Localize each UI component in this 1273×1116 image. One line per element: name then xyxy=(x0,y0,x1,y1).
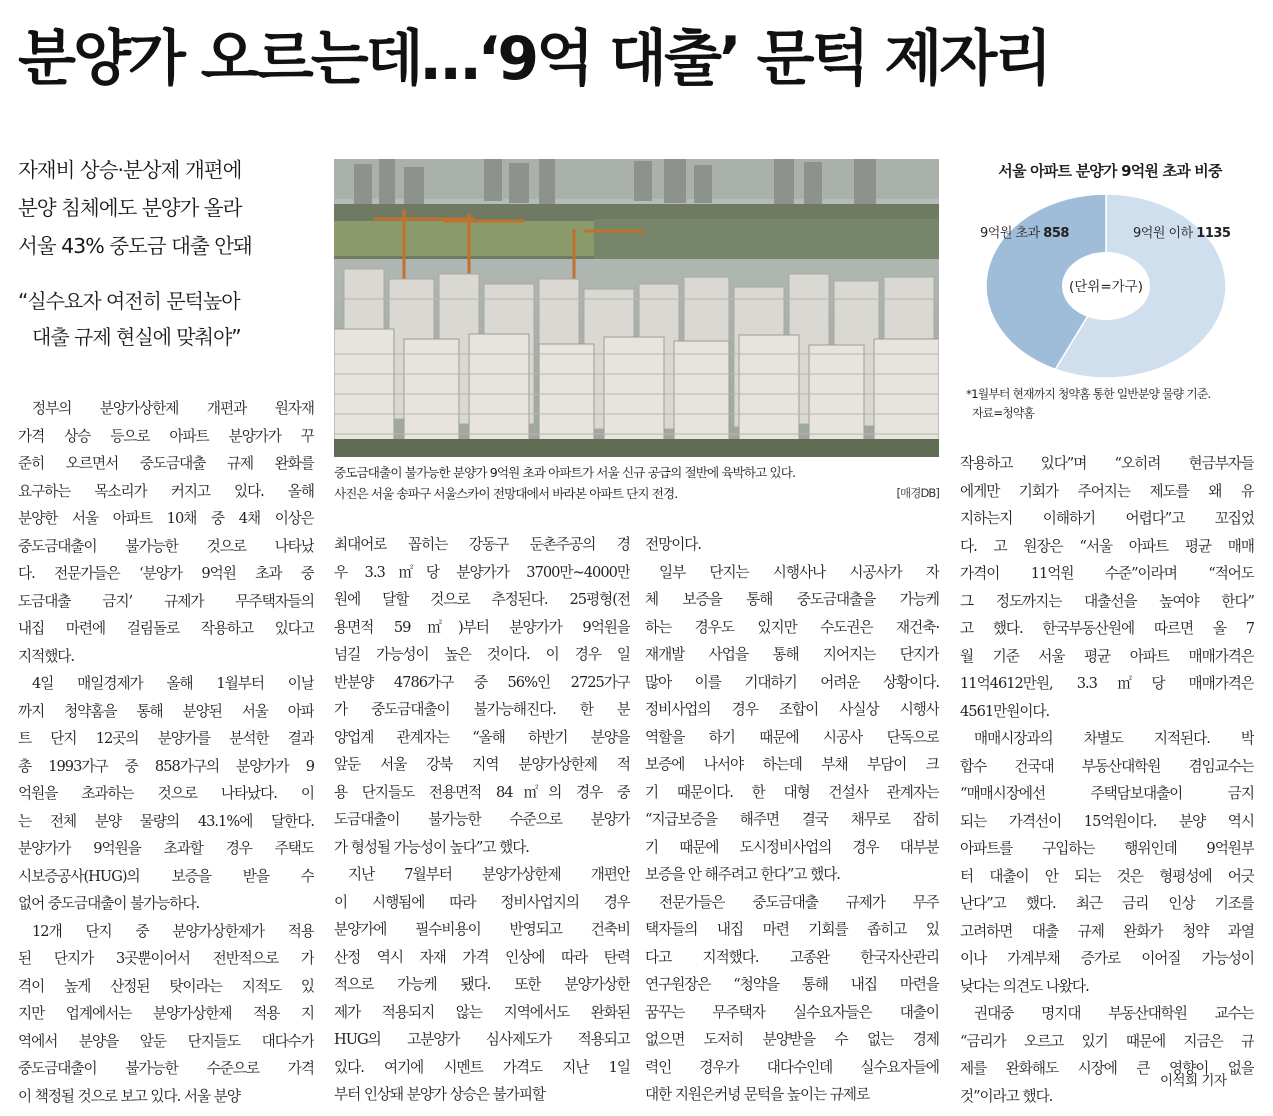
article-line: 력인 경우가 대다수인데 실수요자들에 xyxy=(645,1058,939,1076)
article-line: 지하는지 이해하기 어렵다”고 꼬집었 xyxy=(960,510,1254,527)
article-line: 많아 이를 기대하기 어려운 상황이다. xyxy=(645,673,939,691)
chart-note: *1월부터 현재까지 청약홈 통한 일반분양 물량 기준. xyxy=(966,387,1211,401)
article-line: 이 책정될 것으로 보고 있다. 서울 분양 xyxy=(18,1087,240,1105)
article-line: 다고 지적했다. 고종완 한국자산관리 xyxy=(645,948,939,966)
slice-label-over: 9억원 초과 858 xyxy=(980,226,1069,241)
article-line: 는 전체 분양 물량의 43.1%에 달한다. xyxy=(18,812,314,830)
photo-caption-line: 중도금대출이 불가능한 분양가 9억원 초과 아파트가 서울 신규 공급의 절반에 육박하고 있다. xyxy=(334,465,796,480)
article-line: 도금대출 금지’ 규제가 무주택자들의 xyxy=(18,592,314,610)
pull-quote-line: “실수요자 여전히 문턱높아 xyxy=(18,289,240,313)
article-line: “금리가 오르고 있기 때문에 지금은 규 xyxy=(960,1032,1254,1050)
article-line: 고 했다. 한국부동산원에 따르면 올 7 xyxy=(960,620,1254,637)
article-line: 중도금대출이 불가능한 것으로 나타났 xyxy=(18,537,314,555)
article-line: 최대어로 꼽히는 강동구 둔촌주공의 경 xyxy=(334,536,630,553)
article-line: 매매시장과의 차별도 지적된다. 박 xyxy=(974,730,1254,747)
article-line: 지만 업계에서는 분양가상한제 적용 지 xyxy=(18,1005,314,1022)
article-line: 기 때문이다. 한 대형 건설사 관계자는 xyxy=(645,783,939,801)
headline: 분양가 오르는데…‘9억 대출’ 문턱 제자리 xyxy=(18,24,1050,94)
article-line: 제가 적용되지 않는 지역에서도 완화된 xyxy=(334,1003,630,1021)
article-line: 부터 인상돼 분양가 상승은 불가피할 xyxy=(334,1086,546,1103)
article-line: 용면적 59㎡)부터 분양가가 9억원을 xyxy=(334,618,630,636)
article-line: 총 1993가구 중 858가구의 분양가가 9 xyxy=(18,757,314,775)
article-line: 가격이 11억원 수준”이라며 “적어도 xyxy=(960,565,1254,582)
article-line: 가 형성될 가능성이 높다”고 했다. xyxy=(334,838,529,856)
apartment-photo xyxy=(334,159,939,457)
article-line: 택자들의 내집 마련 기회를 좁히고 있 xyxy=(645,921,939,938)
article-line: 12개 단지 중 분양가상한제가 적용 xyxy=(32,922,314,940)
chart-footnote xyxy=(966,385,1210,423)
article-column-2 xyxy=(334,531,630,1109)
article-line: 고려하면 대출 규제 완화가 청약 과열 xyxy=(960,922,1254,940)
article-line: 시보증공사(HUG)의 보증을 받을 수 xyxy=(18,867,314,885)
article-line: 억원을 초과하는 것으로 나타났다. 이 xyxy=(18,785,314,802)
article-line: 우 3.3㎡당 분양가가 3700만~4000만 xyxy=(334,563,630,581)
apartment-photo-illustration xyxy=(334,159,939,457)
article-line: 기 때문에 도시정비사업의 경우 대부분 xyxy=(645,838,939,856)
article-line: 없어 중도금대출이 불가능하다. xyxy=(18,895,200,912)
article-line: 합수 건국대 부동산대학원 겸임교수는 xyxy=(960,757,1254,775)
article-line: 에게만 기회가 주어지는 제도를 왜 유 xyxy=(960,482,1254,500)
article-line: 다. 고 원장은 “서울 아파트 평균 매매 xyxy=(960,537,1254,555)
subheadline-line: 자재비 상승·분상제 개편에 xyxy=(18,158,242,182)
article-line: 권대중 명지대 부동산대학원 교수는 xyxy=(974,1005,1254,1022)
article-line: 내집 마련에 걸림돌로 작용하고 있다고 xyxy=(18,620,314,637)
article-line: 반분양 4786가구 중 56%인 2725가구 xyxy=(334,673,630,691)
article-column-1 xyxy=(18,395,314,1110)
article-line: 정비사업의 경우 조합이 사실상 시행사 xyxy=(645,701,939,718)
subheadline xyxy=(18,151,318,265)
photo-caption-line: 사진은 서울 송파구 서울스카이 전망대에서 바라본 아파트 단지 전경. xyxy=(334,486,678,501)
article-line: 이나 가계부채 증가로 이어질 가능성이 xyxy=(960,950,1254,967)
photo-credit: [매경DB] xyxy=(896,486,939,500)
article-line: 터 대출이 안 되는 것은 형평성에 어긋 xyxy=(960,867,1254,885)
photo-caption xyxy=(334,462,939,504)
article-line: 제를 완화해도 시장에 큰 영향이 없을 xyxy=(960,1060,1254,1077)
article-line: 4561만원이다. xyxy=(960,702,1050,720)
byline: 이석희 기자 xyxy=(1160,1073,1227,1089)
article-line: 재개발 사업을 통해 지어지는 단지가 xyxy=(645,646,939,663)
article-line: 분양가가 9억원을 초과할 경우 주택도 xyxy=(18,840,314,857)
chart-source: 자료=청약홈 xyxy=(972,406,1035,420)
donut-chart xyxy=(970,178,1260,383)
article-line: 분양한 서울 아파트 10채 중 4채 이상은 xyxy=(18,510,314,527)
article-line: 도금대출이 불가능한 수준으로 분양가 xyxy=(334,811,630,828)
article-line: 4일 매일경제가 올해 1월부터 이날 xyxy=(32,675,314,692)
article-line: 보증에 나서야 하는데 부채 부담이 크 xyxy=(645,756,939,773)
article-line: 전문가들은 중도금대출 규제가 무주 xyxy=(659,893,939,911)
article-line: 적으로 가능케 됐다. 또한 분양가상한 xyxy=(334,976,630,993)
article-line: 낮다는 의견도 나왔다. xyxy=(960,977,1089,995)
article-line: 아파트를 구입하는 행위인데 9억원부 xyxy=(960,840,1254,857)
article-line: 양업계 관계자는 “올해 하반기 분양을 xyxy=(334,728,630,746)
article-line: “매매시장에선 주택담보대출이 금지 xyxy=(960,785,1254,802)
article-line: 그 정도까지는 대출선을 높여야 한다” xyxy=(960,592,1254,610)
subheadline-line: 분양 침체에도 분양가 올라 xyxy=(18,196,242,220)
article-line: 앞둔 서울 강북 지역 분양가상한제 적 xyxy=(334,756,630,773)
article-line: 보증을 안 해주려고 한다”고 했다. xyxy=(645,866,840,883)
subheadline-line: 서울 43% 중도금 대출 안돼 xyxy=(18,234,252,258)
article-line: 이 시행됨에 따라 정비사업지의 경우 xyxy=(334,893,630,911)
article-line: 지적했다. xyxy=(18,647,75,665)
article-line: HUG의 고분양가 심사제도가 적용되고 xyxy=(334,1031,630,1048)
article-line: 까지 청약홈을 통해 분양된 서울 아파 xyxy=(18,702,314,720)
article-line: 가 중도금대출이 불가능해진다. 한 분 xyxy=(334,701,630,718)
article-line: 준히 오르면서 중도금대출 규제 완화를 xyxy=(18,455,314,472)
pull-quote-line: 대출 규제 현실에 맞춰야” xyxy=(32,325,241,349)
slice-label-under: 9억원 이하 1135 xyxy=(1133,226,1231,241)
article-line: 역할을 하기 때문에 시공사 단독으로 xyxy=(645,728,939,746)
chart-unit-label: (단위=가구) xyxy=(1068,279,1144,295)
article-line: 대한 지원은커녕 문턱을 높이는 규제로 xyxy=(645,1086,870,1103)
article-line: 지난 7월부터 분양가상한제 개편안 xyxy=(348,866,630,883)
article-line: 산정 역시 자재 가격 인상에 따라 탄력 xyxy=(334,948,630,966)
article-line: 역에서 분양을 앞둔 단지들도 대다수가 xyxy=(18,1032,314,1050)
article-line: 전망이다. xyxy=(645,536,702,553)
article-column-3 xyxy=(645,531,939,1109)
chart-title: 서울 아파트 분양가 9억원 초과 비중 xyxy=(998,162,1222,180)
article-line: 11억4612만원, 3.3㎡당 매매가격은 xyxy=(960,675,1254,692)
article-line: 일부 단지는 시행사나 시공사가 자 xyxy=(659,563,939,581)
article-line: 연구원장은 “청약을 통해 내집 마련을 xyxy=(645,976,939,993)
article-line: 되는 가격선이 15억원이다. 분양 역시 xyxy=(960,812,1254,830)
article-line: 용 단지들도 전용면적 84㎡의 경우 중 xyxy=(334,783,630,801)
article-line: 가격 상승 등으로 아파트 분양가가 꾸 xyxy=(18,427,314,445)
article-line: 것”이라고 했다. xyxy=(960,1087,1053,1105)
article-column-4 xyxy=(960,450,1254,1110)
article-line: 다. 전문가들은 ‘분양가 9억원 초과 중 xyxy=(18,565,314,582)
article-line: 중도금대출이 불가능한 수준으로 가격 xyxy=(18,1060,314,1077)
article-line: 된 단지가 3곳뿐이어서 전반적으로 가 xyxy=(18,950,314,967)
article-line: 작용하고 있다”며 “오히려 현금부자들 xyxy=(960,455,1254,472)
article-line: 체 보증을 통해 중도금대출을 가능케 xyxy=(645,591,939,608)
article-line: 원에 달할 것으로 추정된다. 25평형(전 xyxy=(334,591,630,608)
article-line: 월 기준 서울 평균 아파트 매매가격은 xyxy=(960,647,1254,665)
article-line: 있다. 여기에 시멘트 가격도 지난 1일 xyxy=(334,1058,630,1076)
article-line: 격이 높게 산정된 탓이라는 지적도 있 xyxy=(18,977,314,995)
article-line: 없으면 도저히 분양받을 수 없는 경제 xyxy=(645,1031,939,1048)
article-line: 정부의 분양가상한제 개편과 원자재 xyxy=(32,400,314,417)
pull-quote xyxy=(18,283,318,355)
article-line: 하는 경우도 있지만 수도권은 재건축· xyxy=(645,618,939,636)
article-line: 분양가에 필수비용이 반영되고 건축비 xyxy=(334,921,630,938)
article-line: 난다”고 했다. 최근 금리 인상 기조를 xyxy=(960,895,1254,912)
article-line: “지급보증을 해주면 결국 채무로 잡히 xyxy=(645,811,939,828)
article-line: 꿈꾸는 무주택자 실수요자들은 대출이 xyxy=(645,1003,939,1021)
article-line: 요구하는 목소리가 커지고 있다. 올해 xyxy=(18,482,314,500)
article-line: 트 단지 12곳의 분양가를 분석한 결과 xyxy=(18,730,314,747)
article-line: 넘길 가능성이 높은 것이다. 이 경우 일 xyxy=(334,646,630,663)
